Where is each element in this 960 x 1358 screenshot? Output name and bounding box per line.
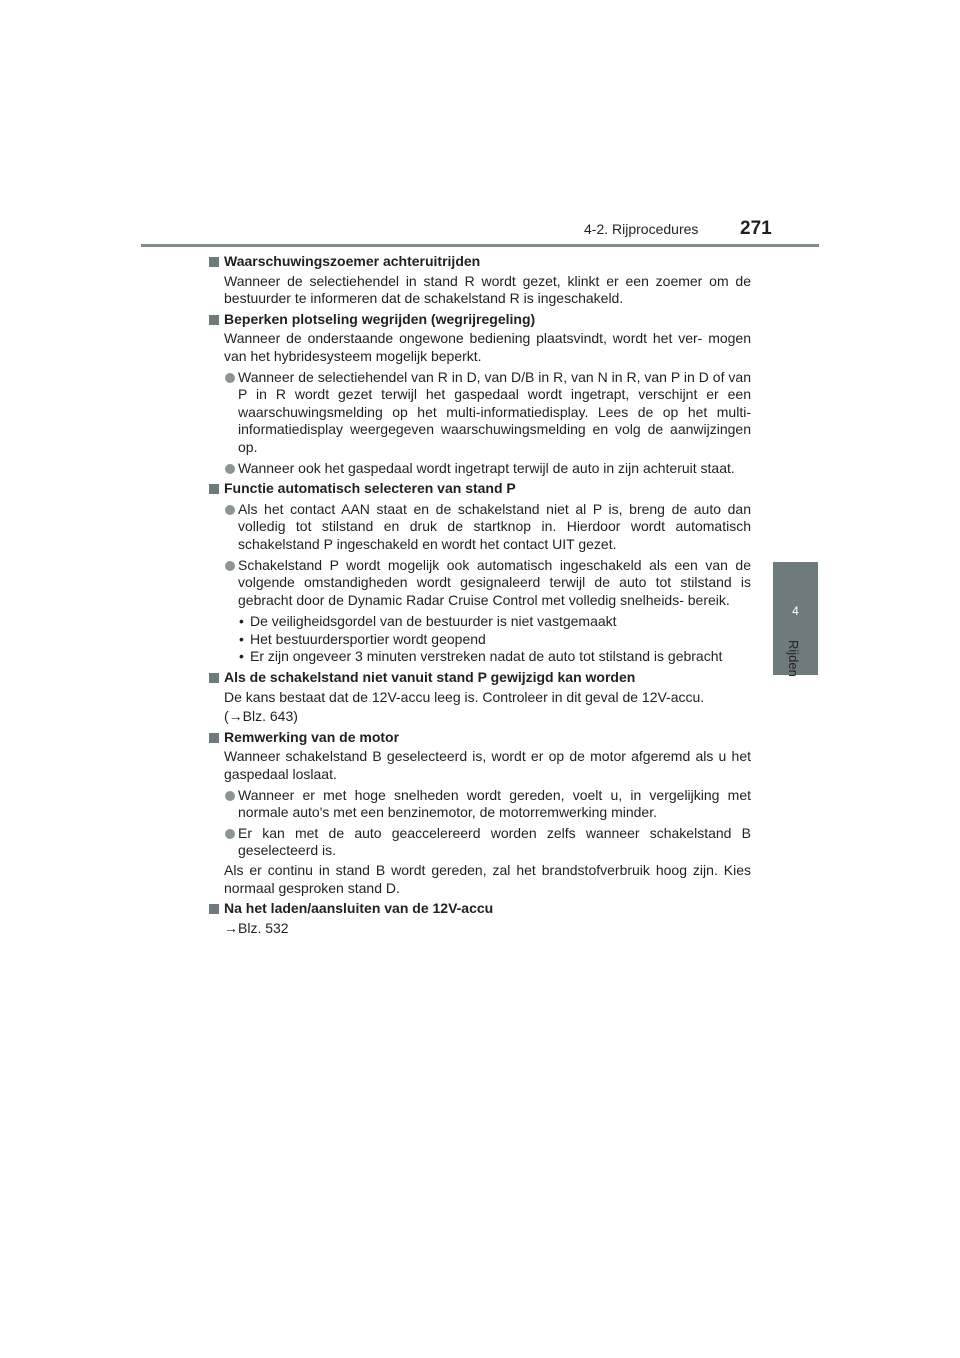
- section-heading: Remwerking van de motor: [209, 729, 751, 747]
- section-heading: Waarschuwingszoemer achteruitrijden: [209, 253, 751, 271]
- circle-bullet-icon: [225, 791, 235, 801]
- chapter-label: Rijden: [786, 640, 801, 677]
- chapter-number: 4: [792, 604, 799, 618]
- page-reference: →Blz. 532: [224, 919, 289, 936]
- list-item: Wanneer ook het gaspedaal wordt ingetrapt terwijl de auto in zijn achteruit staat.: [209, 460, 751, 478]
- sub-list-item: • Het bestuurdersportier wordt geopend: [239, 630, 486, 647]
- circle-bullet-icon: [225, 373, 235, 383]
- circle-bullet-icon: [225, 464, 235, 474]
- square-bullet-icon: [209, 315, 219, 325]
- circle-bullet-icon: [225, 829, 235, 839]
- square-bullet-icon: [209, 484, 219, 494]
- square-bullet-icon: [209, 257, 219, 267]
- sub-list-item: • De veiligheidsgordel van de bestuurder is niet vastgemaakt: [239, 613, 617, 630]
- list-item: Schakelstand P wordt mogelijk ook automatisch ingeschakeld als een van de volgende omstandigheden wordt gesignaleerd terwijl de auto tot stilstand is gebracht door de Dynamic Radar Cruise Control met volledig snelheids- bereik.: [209, 557, 751, 610]
- paragraph: De kans bestaat dat de 12V-accu leeg is. Controleer in dit geval de 12V-accu.: [224, 688, 705, 705]
- paragraph: Als er continu in stand B wordt gereden, zal het brandstofverbruik hoog zijn. Kies normaal gesproken stand D.: [224, 862, 751, 896]
- page-content: [209, 250, 751, 937]
- page-reference: (→Blz. 643): [224, 708, 298, 725]
- page-number: 271: [740, 218, 772, 239]
- list-item: Wanneer de selectiehendel van R in D, van D/B in R, van N in R, van P in D of van P in R wordt gezet terwijl het gaspedaal wordt ingetrapt, verschijnt er een waarschuwingsmelding op het multi-informatiedisplay. Lees de op het multi-informatiedisplay weergegeven waarschuwingsmelding en volg de aanwijzingen op.: [209, 369, 751, 457]
- list-item: Wanneer er met hoge snelheden wordt gereden, voelt u, in vergelijking met normale auto's met een benzinemotor, de motorremwerking minder.: [209, 787, 751, 822]
- square-bullet-icon: [209, 673, 219, 683]
- paragraph: Wanneer de selectiehendel in stand R wordt gezet, klinkt er een zoemer om de bestuurder te informeren dat de schakelstand R is ingeschakeld.: [224, 272, 751, 307]
- sub-list-item: • Er zijn ongeveer 3 minuten verstreken nadat de auto tot stilstand is gebracht: [239, 648, 723, 665]
- header-divider: [141, 244, 819, 247]
- paragraph: Wanneer de onderstaande ongewone bediening plaatsvindt, wordt het ver- mogen van het hybridesysteem mogelijk beperkt.: [224, 330, 751, 364]
- list-item: Er kan met de auto geaccelereerd worden zelfs wanneer schakelstand B geselecteerd is.: [209, 825, 751, 860]
- paragraph: Wanneer schakelstand B geselecteerd is, wordt er op de motor afgeremd als u het gaspedaal loslaat.: [224, 748, 751, 783]
- square-bullet-icon: [209, 904, 219, 914]
- square-bullet-icon: [209, 733, 219, 743]
- section-heading: Functie automatisch selecteren van stand P: [209, 480, 751, 498]
- section-title: 4-2. Rijprocedures: [584, 221, 699, 237]
- section-heading: Na het laden/aansluiten van de 12V-accu: [209, 900, 751, 918]
- circle-bullet-icon: [225, 561, 235, 571]
- section-heading: Als de schakelstand niet vanuit stand P gewijzigd kan worden: [209, 669, 751, 687]
- section-heading: Beperken plotseling wegrijden (wegrijregeling): [209, 311, 751, 329]
- circle-bullet-icon: [225, 505, 235, 515]
- list-item: Als het contact AAN staat en de schakelstand niet al P is, breng de auto dan volledig tot stilstand en druk de startknop in. Hierdoor wordt automatisch schakelstand P ingeschakeld en wordt het contact UIT gezet.: [209, 501, 751, 554]
